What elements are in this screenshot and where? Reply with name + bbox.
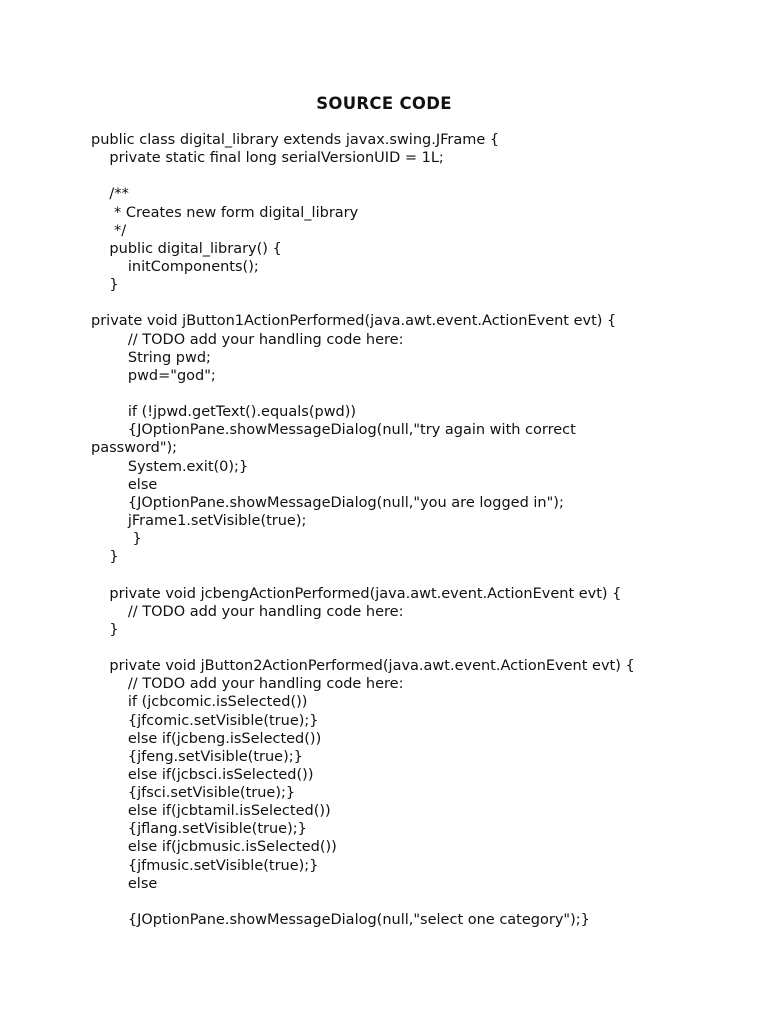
code-line: private void jcbengActionPerformed(java.awt.event.ActionEvent evt) { bbox=[91, 585, 622, 602]
code-line: else bbox=[91, 476, 158, 493]
code-line: } bbox=[91, 549, 119, 566]
code-line: {jfmusic.setVisible(true);} bbox=[91, 857, 319, 874]
code-line: {jflang.setVisible(true);} bbox=[91, 821, 307, 838]
code-line: {JOptionPane.showMessageDialog(null,"select one category");} bbox=[91, 912, 590, 929]
code-line: System.exit(0);} bbox=[91, 458, 249, 475]
page-title: SOURCE CODE bbox=[316, 94, 452, 113]
code-line: if (jcbcomic.isSelected()) bbox=[91, 694, 308, 711]
code-line: if (!jpwd.getText().equals(pwd)) bbox=[91, 404, 357, 421]
code-line: {jfeng.setVisible(true);} bbox=[91, 748, 303, 765]
code-line: // TODO add your handling code here: bbox=[91, 676, 404, 693]
code-line bbox=[91, 167, 691, 185]
code-line: public digital_library() { bbox=[91, 240, 282, 257]
code-line: jFrame1.setVisible(true); bbox=[91, 512, 307, 529]
code-line: {JOptionPane.showMessageDialog(null,"try again with correct bbox=[91, 422, 576, 439]
code-line: {jfcomic.setVisible(true);} bbox=[91, 712, 319, 729]
code-line: else if(jcbtamil.isSelected()) bbox=[91, 803, 331, 820]
code-line: else if(jcbmusic.isSelected()) bbox=[91, 839, 337, 856]
code-line: */ bbox=[91, 222, 127, 239]
code-line: private void jButton2ActionPerformed(java.awt.event.ActionEvent evt) { bbox=[91, 658, 635, 675]
code-line: private void jButton1ActionPerformed(java.awt.event.ActionEvent evt) { bbox=[91, 313, 617, 330]
code-line bbox=[91, 566, 691, 584]
source-code-block bbox=[91, 131, 691, 929]
code-line: String pwd; bbox=[91, 349, 211, 366]
code-line: else if(jcbsci.isSelected()) bbox=[91, 766, 314, 783]
code-line: /** bbox=[91, 186, 129, 203]
code-line bbox=[91, 294, 691, 312]
code-line bbox=[91, 385, 691, 403]
code-line: // TODO add your handling code here: bbox=[91, 603, 404, 620]
code-line bbox=[91, 893, 691, 911]
code-line: {jfsci.setVisible(true);} bbox=[91, 785, 296, 802]
code-line: } bbox=[91, 277, 119, 294]
code-line: public class digital_library extends javax.swing.JFrame { bbox=[91, 132, 500, 148]
code-line: {JOptionPane.showMessageDialog(null,"you are logged in"); bbox=[91, 494, 564, 511]
code-line: * Creates new form digital_library bbox=[91, 204, 359, 221]
code-line: pwd="god"; bbox=[91, 367, 216, 384]
code-line bbox=[91, 639, 691, 657]
code-line: } bbox=[91, 531, 142, 548]
code-line: password"); bbox=[91, 440, 178, 457]
code-line: // TODO add your handling code here: bbox=[91, 331, 404, 348]
code-line: initComponents(); bbox=[91, 258, 259, 275]
code-line: } bbox=[91, 621, 119, 638]
code-line: private static final long serialVersionUID = 1L; bbox=[91, 150, 444, 167]
code-line: else if(jcbeng.isSelected()) bbox=[91, 730, 322, 747]
code-line: else bbox=[91, 875, 158, 892]
